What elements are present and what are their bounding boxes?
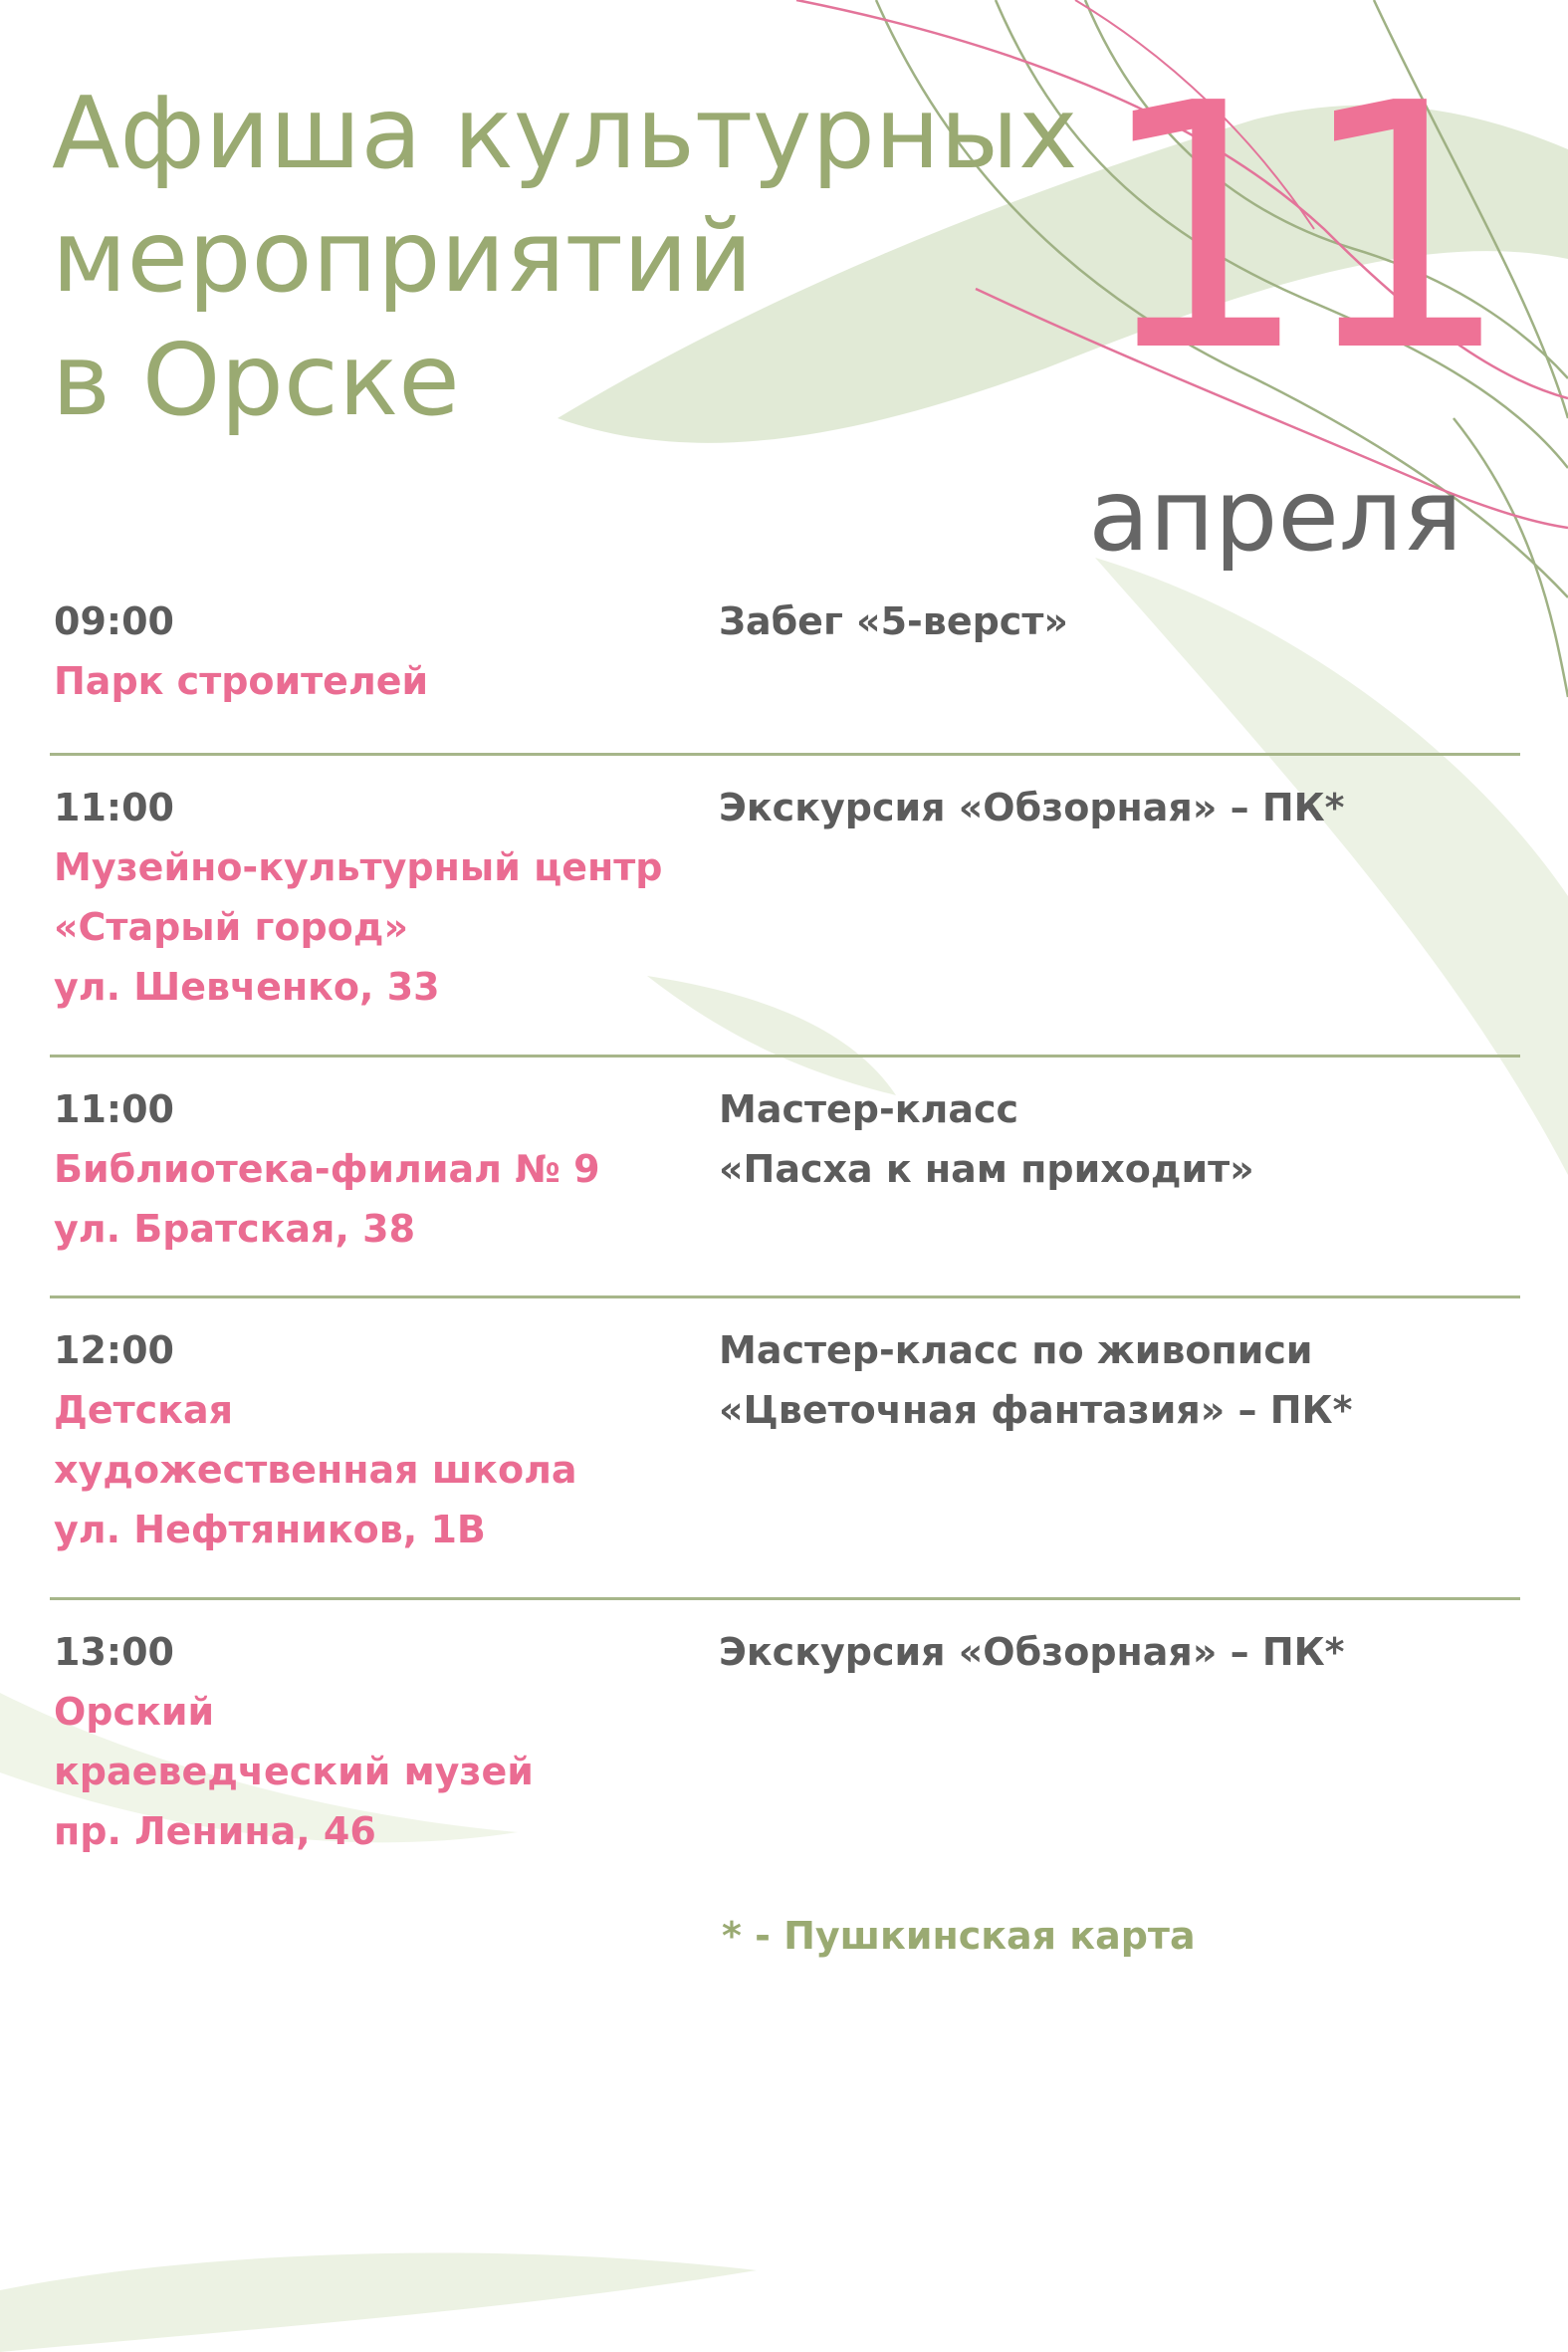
event-name bbox=[719, 1320, 1520, 1440]
event-name bbox=[719, 1622, 1520, 1682]
event-left bbox=[54, 1079, 719, 1295]
place-line: «Старый город» bbox=[54, 905, 409, 949]
event-time: 12:00 bbox=[54, 1328, 174, 1372]
brush-stroke bbox=[0, 2253, 757, 2352]
event-row bbox=[50, 1298, 1520, 1600]
event-row bbox=[50, 756, 1520, 1058]
event-right bbox=[719, 1622, 1520, 1891]
event-name bbox=[719, 591, 1520, 651]
event-time: 09:00 bbox=[54, 599, 174, 643]
event-row bbox=[50, 1058, 1520, 1298]
event-place bbox=[54, 1682, 719, 1861]
event-place bbox=[54, 837, 719, 1017]
name-line: Забег «5-верст» bbox=[719, 599, 1068, 643]
events-list bbox=[50, 588, 1520, 1891]
event-row bbox=[50, 588, 1520, 756]
event-left bbox=[54, 1320, 719, 1597]
event-time: 13:00 bbox=[54, 1630, 174, 1674]
place-line: Библиотека-филиал № 9 bbox=[54, 1147, 600, 1191]
title-line-1: Афиша культурных bbox=[52, 75, 1078, 191]
event-left bbox=[54, 591, 719, 753]
place-line: Парк строителей bbox=[54, 659, 429, 703]
event-place bbox=[54, 1380, 719, 1559]
date-day: 11 bbox=[1095, 32, 1498, 426]
event-row bbox=[50, 1600, 1520, 1891]
name-line: Мастер-класс по живописи bbox=[719, 1328, 1313, 1372]
event-right bbox=[719, 1079, 1520, 1295]
event-right bbox=[719, 778, 1520, 1055]
event-name bbox=[719, 1079, 1520, 1199]
title-line-2: мероприятий bbox=[52, 198, 753, 315]
place-line: краеведческий музей bbox=[54, 1750, 534, 1793]
place-line: ул. Нефтяников, 1В bbox=[54, 1508, 486, 1551]
event-name bbox=[719, 778, 1520, 837]
event-time: 11:00 bbox=[54, 786, 174, 829]
event-right bbox=[719, 1320, 1520, 1597]
place-line: Орский bbox=[54, 1690, 215, 1734]
event-time: 11:00 bbox=[54, 1087, 174, 1131]
name-line: Экскурсия «Обзорная» – ПК* bbox=[719, 1630, 1345, 1674]
event-left bbox=[54, 1622, 719, 1891]
page-title bbox=[52, 72, 1077, 442]
place-line: Детская bbox=[54, 1388, 233, 1432]
place-line: Музейно-культурный центр bbox=[54, 845, 663, 889]
place-line: пр. Ленина, 46 bbox=[54, 1809, 376, 1853]
event-place bbox=[54, 651, 719, 711]
place-line: ул. Братская, 38 bbox=[54, 1207, 416, 1251]
name-line: Экскурсия «Обзорная» – ПК* bbox=[719, 786, 1345, 829]
event-right bbox=[719, 591, 1520, 753]
date-month: апреля bbox=[1088, 457, 1462, 574]
event-place bbox=[54, 1139, 719, 1259]
place-line: ул. Шевченко, 33 bbox=[54, 965, 440, 1009]
name-line: «Пасха к нам приходит» bbox=[719, 1147, 1254, 1191]
footnote: * - Пушкинская карта bbox=[722, 1914, 1196, 1958]
place-line: художественная школа bbox=[54, 1448, 577, 1492]
name-line: Мастер-класс bbox=[719, 1087, 1019, 1131]
event-left bbox=[54, 778, 719, 1055]
title-line-3: в Орске bbox=[52, 322, 460, 438]
name-line: «Цветочная фантазия» – ПК* bbox=[719, 1388, 1353, 1432]
